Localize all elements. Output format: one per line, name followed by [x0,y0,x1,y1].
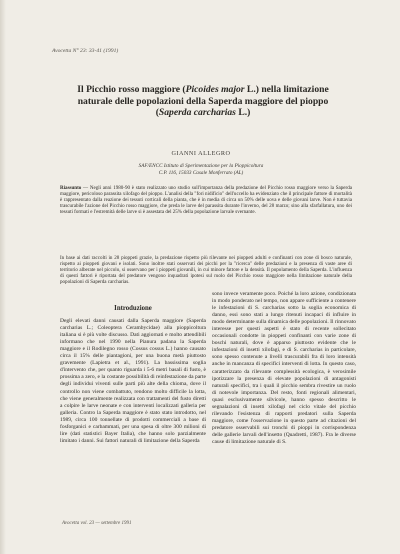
title-part-3: L.) [235,107,251,119]
abstract-label: Riassunto [60,185,82,191]
author-affiliation [60,163,342,176]
author-name: GIANNI ALLEGRO [171,150,231,157]
section-heading-introduction: Introduzione [114,305,152,312]
affiliation-line-1: SAF/ENCC Istituto di Sperimentazione per la Pioppicoltura [138,163,264,169]
page-footer: Avocetta vol. 23 — settembre 1991 [62,521,132,526]
abstract-paragraph-2: In base ai dati raccolti in 28 pioppeti grazie, la predazione rispetto più rilevante nei pioppeti adulti e confinanti con zone di bosco naturale, rispetto ai pioppeti giovani e isolati. Sono inoltre stati osservati dei picchi per la "ricerca" delle predazioni e la presenza di vaste aree di territorio alberate nel piccolo, si osservano per i pioppeti giovanili, in cui minore fattore e la densità. Il popolamento della Saperda. L'influenza di questi fattori è riportata del predatore vengono inquadrati ipotesi sul ruolo del Picchio rosso maggiore nella limitazione naturale della popolazioni di Saperda carcharias. [60,255,352,286]
title-part-1: Il Picchio rosso maggiore ( [77,84,186,95]
body-column-left [60,305,206,445]
abstract-text-1: — Negli anni 1980-90 è stato realizzato uno studio sull'importanza della predazione del Picchio rosso maggiore verso la Saperda maggiore, pericoloso parassita xilofago del pioppo. L'analisi della "fori nidificio" dell'uccello ha evidenziato che il principale fattore di mortalità è rappresentato dalla reazione dei tessuti corticali della pianta, che è in media di circa un 50% delle uova e delle giovani larve. Non è tuttavia trascurabile l'azione del Picchio rosso maggiore, che preda le larve del parassita durante l'inverno, del 28 marzo; sino alla sfarfallatura, uno dei tessuti formati e l'estremità delle larve si è assestata del 25% della popolazione larvale svernante. [60,185,352,216]
title-species-1: Picoides major [185,84,245,95]
body-column-right [212,291,356,446]
body-text-right: sono invece veramente poco. Poiché la loro azione, condizionata in modo ponderato nel tempo, non appare sufficiente a contenere le infestazioni di S. carcharias sotto la soglia economica di danno, essi sono stati a lungo ritenuti incapaci di influire in modo determinante sulla dinamica delle popolazioni. Il rinnovato interesse per questi aspetti è stato di recente sollecitato occasionali condotte in pioppeti confinanti con varie zone di boschi naturali, dove è apparso piuttosto evidente che le infestazioni di insetti xilofagi, e di S. carcharias in particolare, sono spesso contenute a livelli trascurabili fra di loro intensità anche in mancanza di specifici interventi di lotta. In questo caso, caratterizzato da rilevante complessità ecologica, è verosimile ipotizzare la presenza di elevate popolazioni di antagonisti naturali specifici, tra i quali il picchio sembra rivestire un ruolo di notevole importanza. Del resto, fonti regionali alimentari, quasi esclusivamente silvicole, hanno spesso descritto le segnalazioni di insetti xilofagi nel ciclo vitale del picchio rilevando l'esistenza di rapporti predatori sulla Saperda maggiore, come l'osservazione in questo parte ad citazioni del predatore osservabili sui tronchi di pioppi in corrispondenza delle gallerie larvali dell'insetto (Quadretti, 1987). Fra le diverse cause di limitazione naturale di S. [212,291,356,445]
body-text-left: Degli elevati danni causati dalla Saperda maggiore (Saperda carcharias L.; Coleoptera Cerambycidae) alla pioppicoltura italiana si è più volte discusso. Dati aggiornati e molto attendibili informano che nel 1990 nella Pianura padana la Saperda maggiore e il Rodilegno rosso (Cossus cossus L.) hanno causato circa il 15% delle piantagioni, per una buona metà piuttosto gravemente (Lapietra et al., 1991). La bassissima soglia d'intervento che, per quanto riguarda i 5-6 metri basali di fusto, è prossima a zero, e la costante possibilità di reinfestazione da parte degli individui viventi sulle parti più alte della chioma, dove il controllo non viene combattuto, rendono molto difficile la lotta, che viene generalmente realizzata con trattamenti del fusto diretti a colpire le larve neonate e con interventi localizzati galleria per galleria. Contro la Saperda maggiore è stato stato introdotto, nel 1989, circa 100 tonnellate di prodotti commerciali a base di fosforganici e carbammati, per una spesa di oltre 300 milioni di lire (dati statistici Bayer Italia), che hanno solo parzialmente limitato i danni. Sui fattori naturali di limitazione della Saperda [60,318,206,444]
affiliation-line-2: C.P. 116, 15033 Casale Monferrato (AL) [158,169,244,176]
title-part-2: L.) nella limitazione naturale delle popolazioni della Saperda maggiore del pioppo ( [77,84,329,119]
title-species-2: Saperda carcharias [158,107,236,119]
journal-reference: Avocetta N° 23: 33-41 (1991) [52,48,119,54]
abstract-paragraph-1 [60,185,352,215]
article-title [62,84,344,119]
